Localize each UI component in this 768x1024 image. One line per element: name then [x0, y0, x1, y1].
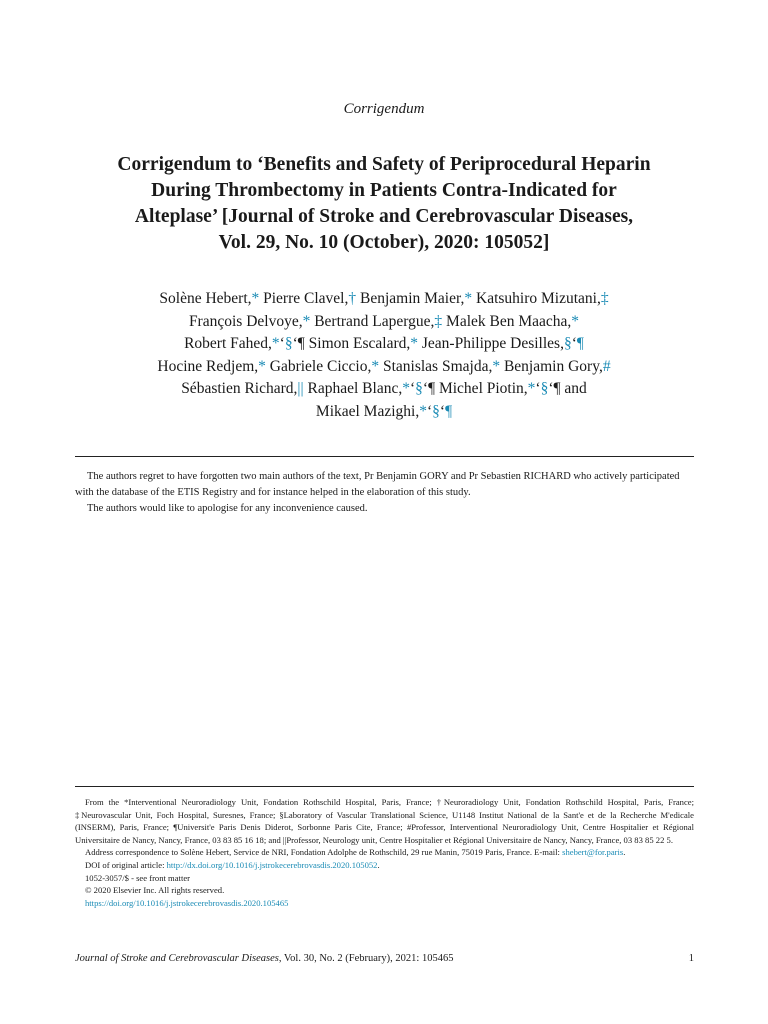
author-name: Simon Escalard,	[304, 335, 411, 352]
journal-name: Journal of Stroke and Cerebrovascular Diseases	[75, 953, 279, 964]
author-name: Jean-Philippe Desilles,	[418, 335, 564, 352]
affiliation-separator: ‘	[439, 402, 446, 420]
author-line	[60, 288, 708, 311]
author-name: Raphael Blanc,	[303, 380, 403, 397]
page-number: 1	[688, 953, 694, 964]
footnotes	[75, 796, 694, 909]
correspondence-text: Address correspondence to Solène Hebert, Service de NRI, Fondation Adolphe de Rothschild, 29 rue Manin, 75019 Paris, France. E-mail:	[85, 847, 560, 858]
affiliation-link[interactable]: §	[432, 402, 440, 420]
article-doi-line	[75, 897, 694, 910]
affiliation-separator: ‘	[535, 380, 541, 397]
title-line: Vol. 29, No. 10 (October), 2020: 105052]	[218, 232, 550, 253]
doi-suffix: .	[377, 859, 380, 870]
body-paragraph: The authors regret to have forgotten two main authors of the text, Pr Benjamin GORY and Pr Sebastien RICHARD who actively participated with the database of the ETIS Registry and for instance helped in the elaboration of this study.	[75, 471, 680, 498]
title-line: Corrigendum to ‘Benefits and Safety of Periprocedural Heparin	[117, 154, 651, 175]
affiliation-mark: ¶	[553, 380, 561, 397]
footnote-divider	[75, 786, 694, 787]
author-name: Robert Fahed,	[184, 335, 272, 352]
author-name: François Delvoye,	[188, 312, 303, 330]
affiliation-link[interactable]: †	[348, 290, 357, 307]
affiliation-link[interactable]: *	[402, 380, 410, 397]
affiliation-link[interactable]: ¶	[445, 402, 453, 420]
affiliation-link[interactable]: §	[563, 335, 572, 352]
author-line	[60, 333, 708, 356]
affiliation-link[interactable]: *	[527, 380, 536, 397]
section-label: Corrigendum	[343, 101, 425, 117]
author-name: Pierre Clavel,	[259, 290, 349, 307]
author-name: Hocine Redjem,	[157, 357, 259, 375]
citation-details: , Vol. 30, No. 2 (February), 2021: 105465	[278, 953, 454, 964]
affiliation-link[interactable]: *	[371, 357, 380, 375]
article-body	[75, 469, 694, 517]
issn-note: 1052-3057/$ - see front matter	[85, 872, 191, 883]
original-doi-link[interactable]: http://dx.doi.org/10.1016/j.jstrokecerebrovasdis.2020.105052	[166, 859, 378, 870]
header-divider	[75, 456, 694, 457]
original-doi-note	[75, 859, 694, 872]
affiliation-link[interactable]: §	[284, 335, 293, 352]
copyright-note: © 2020 Elsevier Inc. All rights reserved.	[85, 885, 225, 896]
author-name: Mikael Mazighi,	[315, 402, 420, 420]
body-paragraph: The authors would like to apologise for any inconvenience caused.	[87, 503, 368, 514]
affiliation-link[interactable]: *	[258, 357, 266, 375]
author-name: Michel Piotin,	[435, 380, 528, 397]
author-name: Katsuhiro Mizutani,	[472, 290, 601, 307]
author-conjunction: and	[560, 380, 587, 397]
affiliation-separator: ‘	[409, 380, 416, 397]
affiliation-link[interactable]: *	[271, 335, 280, 352]
author-name: Gabriele Ciccio,	[265, 357, 372, 375]
author-name: Solène Hebert,	[159, 290, 252, 307]
author-list	[60, 288, 708, 423]
affiliation-link[interactable]: *	[492, 357, 501, 375]
doi-prefix: DOI of original article:	[85, 859, 167, 870]
email-suffix: .	[623, 847, 626, 858]
affiliation-link[interactable]: §	[415, 380, 423, 397]
author-line	[60, 401, 708, 424]
affiliation-separator: ‘	[548, 380, 554, 397]
article-title	[60, 152, 708, 256]
author-line	[60, 356, 708, 379]
correspondence-note	[75, 846, 694, 859]
affiliation-link[interactable]: *	[302, 312, 311, 330]
affiliation-link[interactable]: §	[540, 380, 549, 397]
journal-citation	[75, 953, 453, 964]
affiliation-link[interactable]: *	[410, 335, 419, 352]
author-name: Stanislas Smajda,	[379, 357, 493, 375]
affiliation-mark: ¶	[428, 380, 436, 397]
affiliation-link[interactable]: ¶	[576, 335, 584, 352]
author-name: Bertrand Lapergue,	[310, 312, 435, 330]
email-link[interactable]: shebert@for.paris	[562, 847, 624, 858]
affiliation-mark: ¶	[297, 335, 305, 352]
affiliation-link[interactable]: *	[251, 290, 260, 307]
affiliation-separator: ‘	[279, 335, 285, 352]
affiliation-separator: ‘	[426, 402, 433, 420]
affiliation-link[interactable]: ||	[297, 380, 304, 397]
affiliation-separator: ‘	[292, 335, 298, 352]
affiliation-link[interactable]: ‡	[434, 312, 443, 330]
author-name: Benjamin Gory,	[500, 357, 603, 375]
affiliation-link[interactable]: ‡	[600, 290, 609, 307]
author-name: Benjamin Maier,	[356, 290, 465, 307]
affiliations-note: From the *Interventional Neuroradiology Unit, Fondation Rothschild Hospital, Paris, France; †Neuroradiology Unit, Fondation Rothschild Hospital, Paris, France; ‡Neurovascular Unit, Foch Hospital, Suresnes, France; §Laboratory of Vascular Translational Science, U1148 Institut National de la Sant'e et de la Recherche M'edicale (INSERM), Paris, France; ¶Universit'e Paris Denis Diderot, Sorbonne Paris Cite, France; #Professor, Interventional Neuroradiology Unit, Centre Hospitalier et Régional Universitaire de Nancy, Nancy, France, 03 83 85 16 18; and ||Professor, Neurology unit, Centre Hospitalier et Régional Universitaire de Nancy, Nancy, France, 03 83 85 22 5.	[75, 797, 694, 845]
author-name: Sébastien Richard,	[181, 380, 298, 397]
title-line: Alteplase’ [Journal of Stroke and Cerebrovascular Diseases,	[134, 206, 634, 227]
title-line: During Thrombectomy in Patients Contra-Indicated for	[151, 180, 617, 201]
affiliation-separator: ‘	[422, 380, 429, 397]
author-line	[60, 311, 708, 334]
article-doi-link[interactable]: https://doi.org/10.1016/j.jstrokecerebrovasdis.2020.105465	[85, 897, 289, 908]
author-line	[60, 378, 708, 401]
affiliation-separator: ‘	[571, 335, 577, 352]
affiliation-link[interactable]: *	[571, 312, 580, 330]
affiliation-link[interactable]: *	[419, 402, 427, 420]
author-name: Malek Ben Maacha,	[442, 312, 572, 330]
affiliation-link[interactable]: *	[464, 290, 473, 307]
affiliation-link[interactable]: #	[602, 357, 611, 375]
